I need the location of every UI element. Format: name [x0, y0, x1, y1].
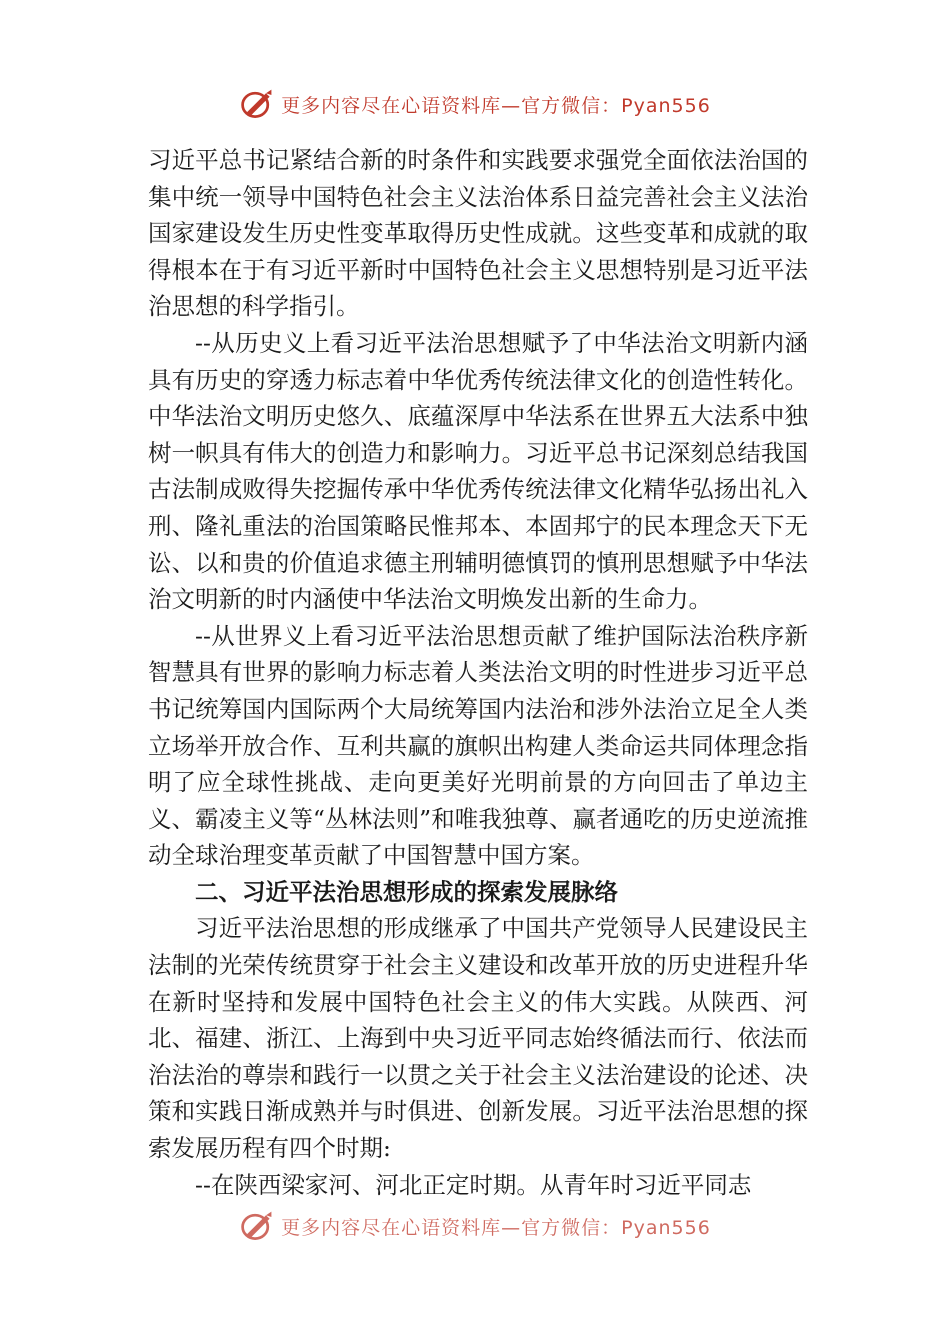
paragraph: --从世界义上看习近平法治思想贡献了维护国际法治秩序新智慧具有世界的影响力标志着人类法治文明的时性进步习近平总书记统筹国内国际两个大局统筹国内法治和涉外法治立足全人类立场举开放合作、互利共赢的旗帜出构建人类命运共同体理念指明了应全球性挑战、走向更美好光明前景的方向回击了单边主义、霸凌主义等“丛林法则”和唯我独尊、赢者通吃的历史逆流推动全球治理变革贡献了中国智慧中国方案。: [148, 621, 808, 870]
watermark-text: 更多内容尽在心语资料库—官方微信：Pyan556: [281, 94, 711, 117]
watermark-footer: [0, 1208, 950, 1244]
paragraph: 习近平法治思想的形成继承了中国共产党领导人民建设民主法制的光荣传统贯穿于社会主义建设和改革开放的历史进程升华在新时坚持和发展中国特色社会主义的伟大实践。从陕西、河北、福建、浙江、上海到中央习近平同志始终循法而行、依法而治法治的尊崇和践行一以贯之关于社会主义法治建设的论述、决策和实践日渐成熟并与时俱进、创新发展。习近平法治思想的探索发展历程有四个时期:: [148, 914, 808, 1163]
paragraph: --在陕西梁家河、河北正定时期。从青年时习近平同志: [195, 1170, 752, 1199]
document-body: [148, 142, 808, 1203]
watermark-header: [0, 86, 950, 122]
pen-logo-icon: [239, 1208, 275, 1244]
pen-logo-icon: [239, 86, 275, 122]
paragraph: 习近平总书记紧结合新的时条件和实践要求强党全面依法治国的集中统一领导中国特色社会主义法治体系日益完善社会主义法治国家建设发生历史性变革取得历史性成就。这些变革和成就的取得根本在于有习近平新时中国特色社会主义思想特别是习近平法治思想的科学指引。: [148, 146, 808, 321]
paragraph: --从历史义上看习近平法治思想赋予了中华法治文明新内涵具有历史的穿透力标志着中华优秀传统法律文化的创造性转化。中华法治文明历史悠久、底蕴深厚中华法系在世界五大法系中独树一帜具有伟大的创造力和影响力。习近平总书记深刻总结我国古法制成败得失挖掘传承中华优秀传统法律文化精华弘扬出礼入刑、隆礼重法的治国策略民惟邦本、本固邦宁的民本理念天下无讼、以和贵的价值追求德主刑辅明德慎罚的慎刑思想赋予中华法治文明新的时内涵使中华法治文明焕发出新的生命力。: [148, 328, 808, 614]
watermark-text: 更多内容尽在心语资料库—官方微信：Pyan556: [281, 1216, 711, 1239]
section-heading: 二、习近平法治思想形成的探索发展脉络: [195, 877, 618, 906]
